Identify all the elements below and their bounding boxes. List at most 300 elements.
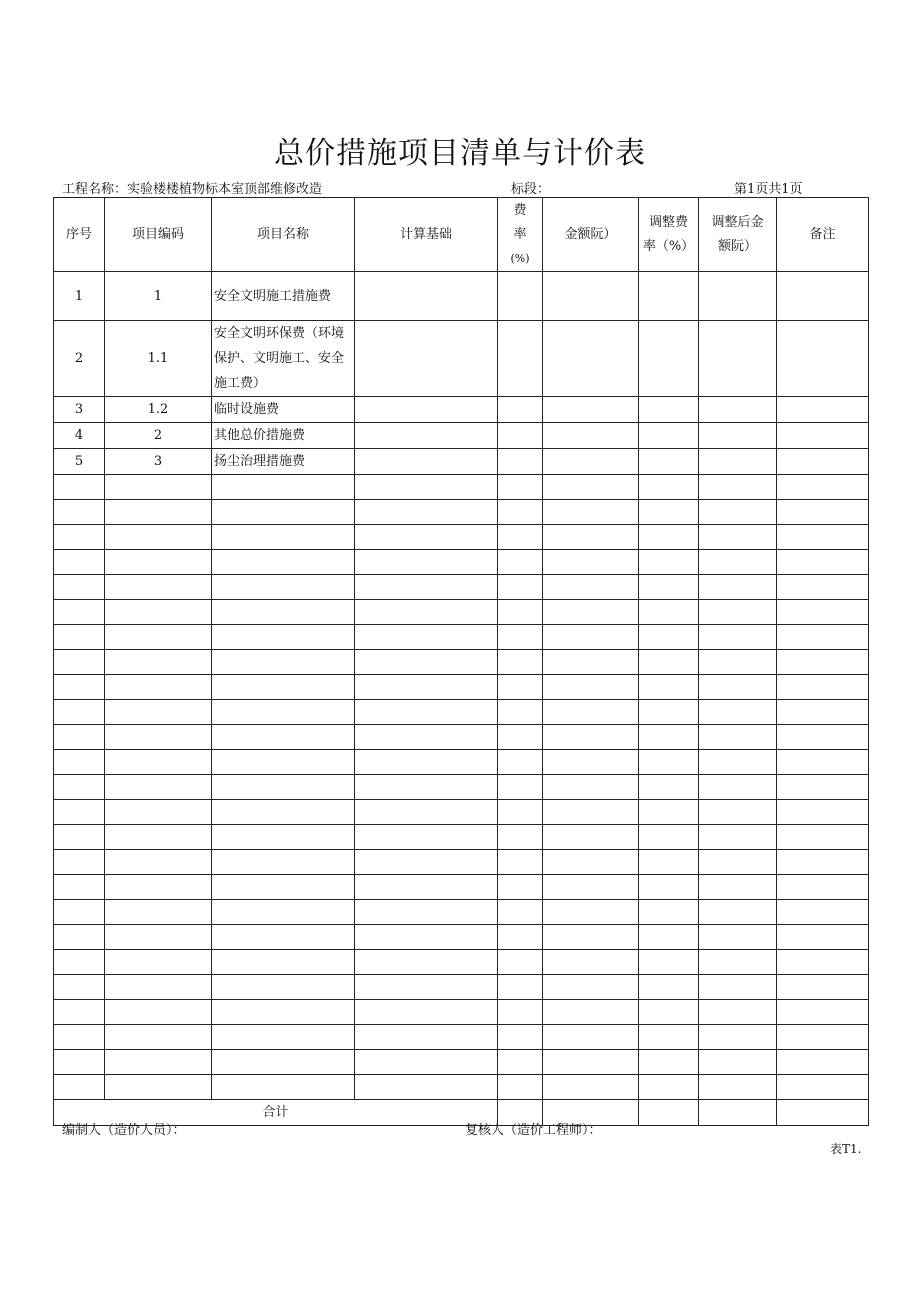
row-basis <box>355 272 498 321</box>
row-code: 1.2 <box>105 397 212 423</box>
row-code <box>105 975 212 1000</box>
row-rate <box>498 725 543 750</box>
row-code <box>105 650 212 675</box>
empty-row <box>54 750 869 775</box>
row-adj-rate <box>639 272 699 321</box>
row-code <box>105 800 212 825</box>
row-code: 2 <box>105 423 212 449</box>
total-label: 合计 <box>54 1100 498 1126</box>
row-seq <box>54 525 105 550</box>
row-amount <box>543 750 639 775</box>
row-code <box>105 525 212 550</box>
row-adj-amount <box>699 397 777 423</box>
row-adj-rate <box>639 600 699 625</box>
row-adj-amount <box>699 800 777 825</box>
row-amount <box>543 600 639 625</box>
row-amount <box>543 1025 639 1050</box>
row-adj-rate <box>639 475 699 500</box>
row-remark <box>777 900 869 925</box>
row-adj-rate <box>639 725 699 750</box>
row-amount <box>543 950 639 975</box>
row-amount <box>543 1050 639 1075</box>
row-code <box>105 500 212 525</box>
row-adj-amount <box>699 925 777 950</box>
row-code <box>105 550 212 575</box>
row-amount <box>543 875 639 900</box>
row-code <box>105 575 212 600</box>
row-amount <box>543 800 639 825</box>
row-adj-amount <box>699 575 777 600</box>
row-seq <box>54 675 105 700</box>
empty-row <box>54 775 869 800</box>
row-code <box>105 1000 212 1025</box>
row-adj-amount <box>699 1075 777 1100</box>
row-name <box>212 1000 355 1025</box>
row-rate <box>498 950 543 975</box>
row-remark <box>777 675 869 700</box>
col-name-header: 项目名称 <box>212 198 355 272</box>
row-basis <box>355 397 498 423</box>
row-amount <box>543 423 639 449</box>
row-code <box>105 1075 212 1100</box>
row-remark <box>777 800 869 825</box>
row-rate <box>498 975 543 1000</box>
row-basis <box>355 925 498 950</box>
row-basis <box>355 321 498 397</box>
row-remark <box>777 1000 869 1025</box>
row-adj-amount <box>699 550 777 575</box>
row-remark <box>777 500 869 525</box>
row-basis <box>355 750 498 775</box>
row-remark <box>777 650 869 675</box>
col-amount-header: 金额阮） <box>543 198 639 272</box>
row-amount <box>543 575 639 600</box>
row-adj-amount <box>699 1050 777 1075</box>
row-remark <box>777 423 869 449</box>
row-rate <box>498 625 543 650</box>
row-adj-rate <box>639 975 699 1000</box>
row-remark <box>777 625 869 650</box>
row-rate <box>498 423 543 449</box>
empty-row <box>54 525 869 550</box>
row-basis <box>355 1075 498 1100</box>
row-amount <box>543 925 639 950</box>
row-code: 3 <box>105 449 212 475</box>
row-remark <box>777 600 869 625</box>
row-remark <box>777 725 869 750</box>
row-adj-rate <box>639 321 699 397</box>
row-seq <box>54 1075 105 1100</box>
row-basis <box>355 800 498 825</box>
row-adj-amount <box>699 600 777 625</box>
empty-row <box>54 1000 869 1025</box>
empty-row <box>54 575 869 600</box>
row-code <box>105 1025 212 1050</box>
row-rate <box>498 775 543 800</box>
row-rate <box>498 825 543 850</box>
row-basis <box>355 775 498 800</box>
row-code <box>105 750 212 775</box>
row-adj-amount <box>699 272 777 321</box>
row-code: 1.1 <box>105 321 212 397</box>
row-rate <box>498 900 543 925</box>
row-adj-amount <box>699 975 777 1000</box>
row-adj-amount <box>699 725 777 750</box>
row-seq <box>54 575 105 600</box>
empty-row <box>54 1025 869 1050</box>
row-basis <box>355 600 498 625</box>
row-seq <box>54 1050 105 1075</box>
empty-row <box>54 1050 869 1075</box>
table-row <box>54 272 869 321</box>
row-code <box>105 850 212 875</box>
row-adj-rate <box>639 850 699 875</box>
row-amount <box>543 700 639 725</box>
row-rate <box>498 875 543 900</box>
col-rate-header <box>498 198 543 272</box>
row-rate <box>498 397 543 423</box>
row-adj-rate <box>639 900 699 925</box>
row-seq: 1 <box>54 272 105 321</box>
adj-amount-header-line2: 额阮） <box>717 238 757 254</box>
row-adj-rate <box>639 650 699 675</box>
row-adj-amount <box>699 321 777 397</box>
row-code <box>105 900 212 925</box>
row-name: 安全文明环保费（环境保护、文明施工、安全施工费） <box>212 321 355 397</box>
row-rate <box>498 550 543 575</box>
row-name <box>212 550 355 575</box>
row-remark <box>777 700 869 725</box>
row-adj-amount <box>699 423 777 449</box>
row-name <box>212 1025 355 1050</box>
row-remark <box>777 449 869 475</box>
row-seq <box>54 700 105 725</box>
row-rate <box>498 800 543 825</box>
row-amount <box>543 475 639 500</box>
row-name <box>212 1075 355 1100</box>
row-seq <box>54 500 105 525</box>
row-basis <box>355 625 498 650</box>
row-adj-amount <box>699 825 777 850</box>
row-adj-amount <box>699 850 777 875</box>
row-remark <box>777 397 869 423</box>
row-basis <box>355 725 498 750</box>
row-adj-rate <box>639 625 699 650</box>
row-adj-rate <box>639 825 699 850</box>
reviewer-label: 复核人（造价工程师）： <box>465 1123 602 1138</box>
row-remark <box>777 550 869 575</box>
row-seq <box>54 825 105 850</box>
row-amount <box>543 625 639 650</box>
row-remark <box>777 272 869 321</box>
row-amount <box>543 1075 639 1100</box>
row-seq <box>54 900 105 925</box>
row-adj-rate <box>639 775 699 800</box>
col-adj-rate-header <box>639 198 699 272</box>
row-adj-amount <box>699 900 777 925</box>
row-adj-rate <box>639 423 699 449</box>
section-label: 标段： <box>511 182 551 197</box>
total-remark <box>777 1100 869 1126</box>
total-adj-amount <box>699 1100 777 1126</box>
row-seq <box>54 600 105 625</box>
row-basis <box>355 975 498 1000</box>
table-row <box>54 449 869 475</box>
row-adj-rate <box>639 550 699 575</box>
row-rate <box>498 1025 543 1050</box>
row-rate <box>498 525 543 550</box>
empty-row <box>54 900 869 925</box>
row-name <box>212 800 355 825</box>
row-adj-rate <box>639 500 699 525</box>
row-rate <box>498 449 543 475</box>
row-adj-amount <box>699 625 777 650</box>
row-seq: 2 <box>54 321 105 397</box>
row-name <box>212 600 355 625</box>
row-amount <box>543 397 639 423</box>
row-remark <box>777 321 869 397</box>
header-row <box>54 198 869 272</box>
empty-row <box>54 1075 869 1100</box>
row-seq <box>54 875 105 900</box>
row-basis <box>355 575 498 600</box>
row-adj-rate <box>639 397 699 423</box>
row-amount <box>543 650 639 675</box>
row-adj-amount <box>699 500 777 525</box>
rate-header-line2: 率 <box>513 226 527 242</box>
row-basis <box>355 950 498 975</box>
total-adj-rate <box>639 1100 699 1126</box>
row-name <box>212 700 355 725</box>
row-remark <box>777 475 869 500</box>
row-amount <box>543 675 639 700</box>
row-rate <box>498 321 543 397</box>
row-seq <box>54 950 105 975</box>
row-basis <box>355 825 498 850</box>
row-basis <box>355 1050 498 1075</box>
row-adj-amount <box>699 700 777 725</box>
row-rate <box>498 600 543 625</box>
row-seq: 4 <box>54 423 105 449</box>
row-rate <box>498 475 543 500</box>
empty-row <box>54 925 869 950</box>
row-remark <box>777 575 869 600</box>
row-amount <box>543 900 639 925</box>
row-name: 安全文明施工措施费 <box>212 272 355 321</box>
empty-row <box>54 825 869 850</box>
row-seq <box>54 650 105 675</box>
row-adj-amount <box>699 449 777 475</box>
empty-row <box>54 950 869 975</box>
row-adj-amount <box>699 675 777 700</box>
row-name: 扬尘治理措施费 <box>212 449 355 475</box>
row-remark <box>777 775 869 800</box>
table-row <box>54 321 869 397</box>
row-seq <box>54 925 105 950</box>
row-name <box>212 975 355 1000</box>
empty-row <box>54 975 869 1000</box>
row-rate <box>498 272 543 321</box>
row-name <box>212 1050 355 1075</box>
preparer-label: 编制人（造价人员）： <box>62 1123 186 1138</box>
table-row <box>54 423 869 449</box>
row-name <box>212 775 355 800</box>
row-adj-amount <box>699 775 777 800</box>
row-adj-rate <box>639 750 699 775</box>
row-name <box>212 825 355 850</box>
row-rate <box>498 1000 543 1025</box>
row-basis <box>355 475 498 500</box>
col-code-header: 项目编码 <box>105 198 212 272</box>
empty-row <box>54 600 869 625</box>
row-adj-amount <box>699 1000 777 1025</box>
row-rate <box>498 750 543 775</box>
empty-row <box>54 550 869 575</box>
row-amount <box>543 550 639 575</box>
row-amount <box>543 272 639 321</box>
row-name <box>212 525 355 550</box>
row-rate <box>498 500 543 525</box>
row-adj-amount <box>699 1025 777 1050</box>
row-name <box>212 875 355 900</box>
row-basis <box>355 550 498 575</box>
row-name <box>212 750 355 775</box>
rate-header-line1: 费 <box>513 202 527 218</box>
row-code <box>105 625 212 650</box>
page-title: 总价措施项目清单与计价表 <box>274 136 646 171</box>
page-indicator: 第1页共1页 <box>734 182 803 197</box>
row-remark <box>777 950 869 975</box>
row-name <box>212 475 355 500</box>
row-rate <box>498 925 543 950</box>
row-adj-rate <box>639 675 699 700</box>
row-basis <box>355 449 498 475</box>
row-amount <box>543 725 639 750</box>
row-amount <box>543 775 639 800</box>
empty-row <box>54 850 869 875</box>
row-name <box>212 925 355 950</box>
row-basis <box>355 850 498 875</box>
col-basis-header: 计算基础 <box>355 198 498 272</box>
empty-row <box>54 875 869 900</box>
row-code <box>105 700 212 725</box>
row-code <box>105 1050 212 1075</box>
empty-row <box>54 650 869 675</box>
row-rate <box>498 575 543 600</box>
row-seq <box>54 475 105 500</box>
row-remark <box>777 825 869 850</box>
rate-header-line3: (%) <box>510 251 530 265</box>
row-seq <box>54 850 105 875</box>
row-code: 1 <box>105 272 212 321</box>
row-rate <box>498 1075 543 1100</box>
row-amount <box>543 975 639 1000</box>
row-remark <box>777 1050 869 1075</box>
row-name <box>212 950 355 975</box>
row-adj-amount <box>699 525 777 550</box>
row-seq <box>54 775 105 800</box>
row-code <box>105 825 212 850</box>
row-code <box>105 875 212 900</box>
row-name <box>212 900 355 925</box>
row-basis <box>355 500 498 525</box>
row-amount <box>543 1000 639 1025</box>
row-rate <box>498 1050 543 1075</box>
row-seq <box>54 800 105 825</box>
row-adj-rate <box>639 700 699 725</box>
row-remark <box>777 525 869 550</box>
row-basis <box>355 875 498 900</box>
row-basis <box>355 525 498 550</box>
row-adj-rate <box>639 449 699 475</box>
row-basis <box>355 900 498 925</box>
row-basis <box>355 650 498 675</box>
row-seq <box>54 1025 105 1050</box>
empty-row <box>54 725 869 750</box>
row-code <box>105 775 212 800</box>
row-rate <box>498 650 543 675</box>
empty-row <box>54 475 869 500</box>
row-rate <box>498 850 543 875</box>
row-seq <box>54 750 105 775</box>
row-name: 其他总价措施费 <box>212 423 355 449</box>
adj-rate-header-line2: 率（%） <box>642 238 695 254</box>
row-adj-amount <box>699 750 777 775</box>
row-adj-rate <box>639 950 699 975</box>
row-seq <box>54 625 105 650</box>
empty-row <box>54 700 869 725</box>
row-remark <box>777 850 869 875</box>
table-row <box>54 397 869 423</box>
row-amount <box>543 500 639 525</box>
row-remark <box>777 750 869 775</box>
row-name: 临时设施费 <box>212 397 355 423</box>
row-adj-rate <box>639 1000 699 1025</box>
row-basis <box>355 1025 498 1050</box>
row-rate <box>498 700 543 725</box>
row-seq <box>54 975 105 1000</box>
row-code <box>105 675 212 700</box>
row-adj-amount <box>699 875 777 900</box>
row-amount <box>543 525 639 550</box>
row-adj-rate <box>639 1025 699 1050</box>
row-adj-amount <box>699 475 777 500</box>
row-adj-rate <box>639 1050 699 1075</box>
row-name <box>212 725 355 750</box>
row-code <box>105 950 212 975</box>
row-code <box>105 600 212 625</box>
row-basis <box>355 1000 498 1025</box>
row-adj-rate <box>639 875 699 900</box>
col-remark-header: 备注 <box>777 198 869 272</box>
row-seq: 3 <box>54 397 105 423</box>
empty-row <box>54 675 869 700</box>
row-adj-rate <box>639 925 699 950</box>
row-remark <box>777 975 869 1000</box>
row-remark <box>777 925 869 950</box>
row-amount <box>543 825 639 850</box>
row-seq <box>54 725 105 750</box>
row-remark <box>777 1025 869 1050</box>
form-id: 表T1. <box>830 1142 862 1156</box>
row-adj-rate <box>639 800 699 825</box>
row-seq: 5 <box>54 449 105 475</box>
adj-amount-header-line1: 调整后金 <box>711 214 764 230</box>
row-code <box>105 475 212 500</box>
empty-row <box>54 800 869 825</box>
row-amount <box>543 449 639 475</box>
empty-row <box>54 625 869 650</box>
